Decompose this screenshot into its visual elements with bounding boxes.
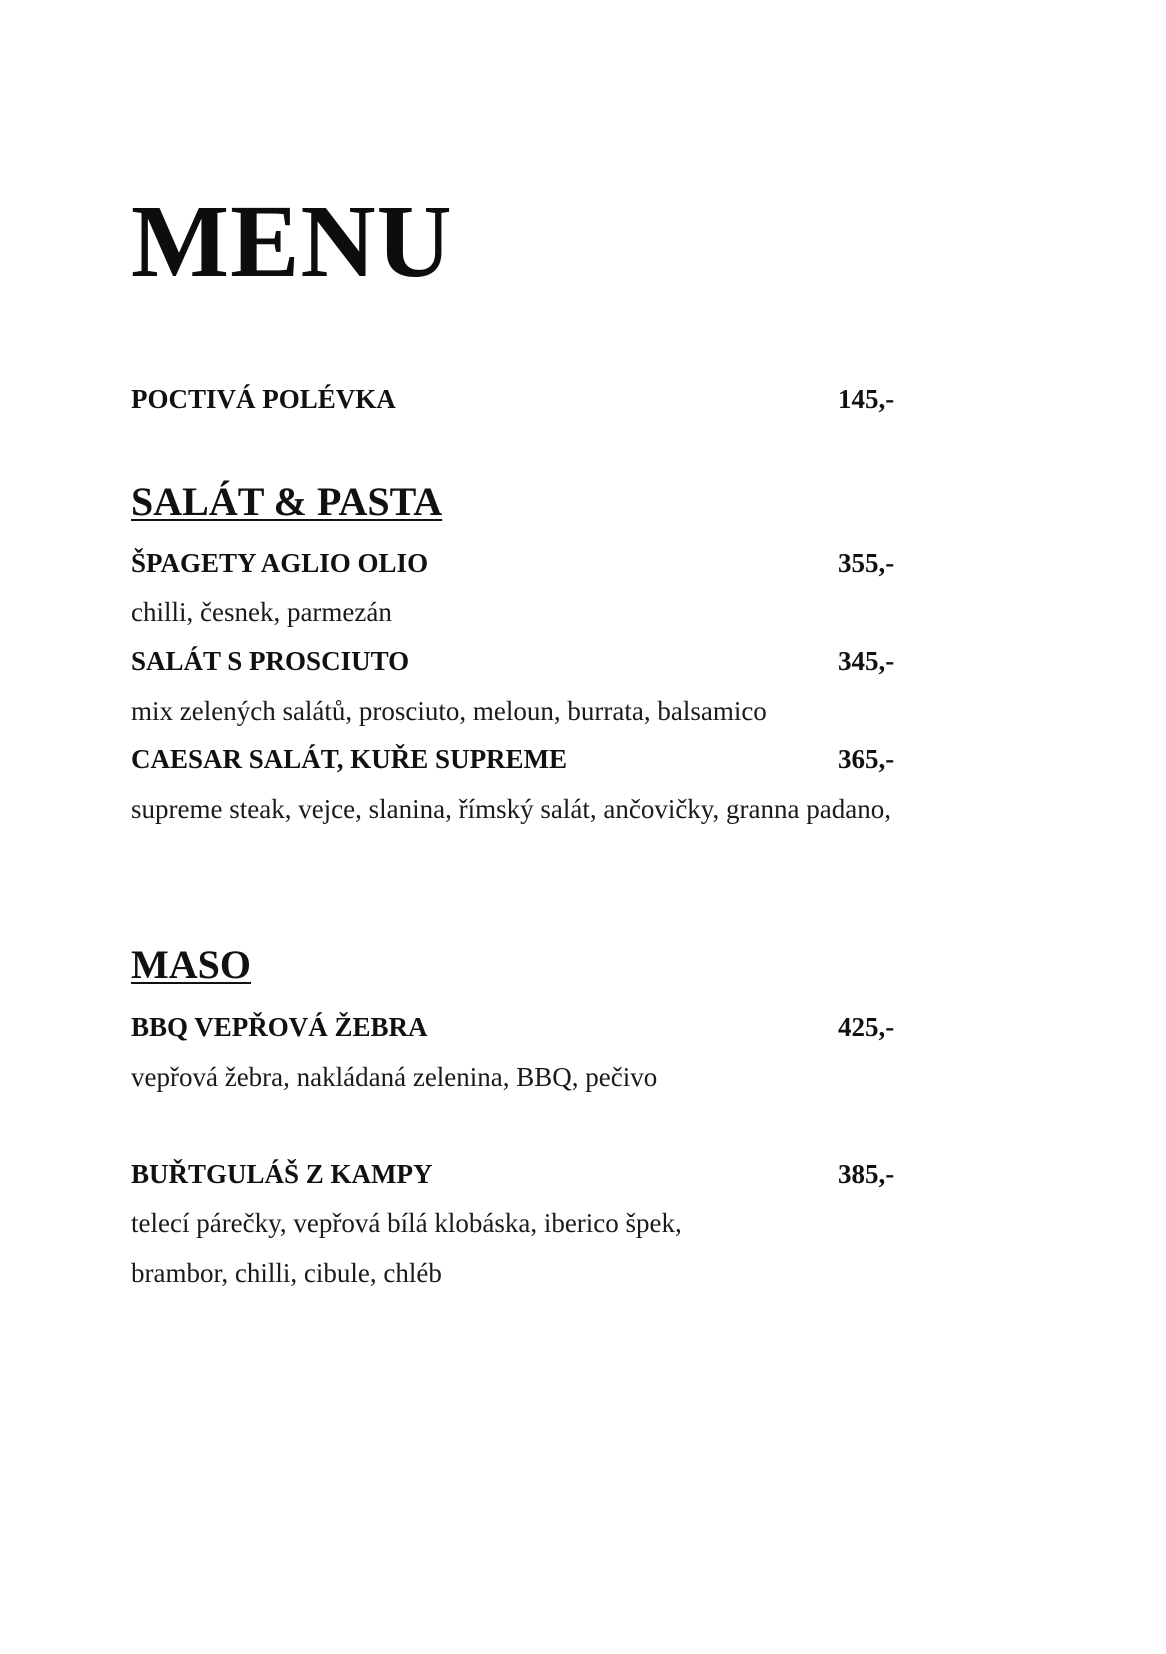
item-name: BUŘTGULÁŠ Z KAMPY xyxy=(131,1159,433,1189)
item-price: 355,- xyxy=(838,548,895,578)
item-name: CAESAR SALÁT, KUŘE SUPREME xyxy=(131,744,568,774)
item-name: BBQ VEPŘOVÁ ŽEBRA xyxy=(131,1012,428,1042)
section-heading-maso: MASO xyxy=(131,942,251,987)
item-price: 145,- xyxy=(838,384,895,414)
item-name: SALÁT S PROSCIUTO xyxy=(131,646,410,676)
item-price: 385,- xyxy=(838,1159,895,1189)
item-description: brambor, chilli, cibule, chléb xyxy=(131,1258,442,1288)
item-price: 425,- xyxy=(838,1012,895,1042)
item-price: 365,- xyxy=(838,744,895,774)
item-name: POCTIVÁ POLÉVKA xyxy=(131,384,396,414)
item-description: supreme steak, vejce, slanina, římský salát, ančovičky, granna padano, xyxy=(131,794,891,824)
item-description: telecí párečky, vepřová bílá klobáska, iberico špek, xyxy=(131,1208,682,1238)
item-name: ŠPAGETY AGLIO OLIO xyxy=(131,548,429,578)
item-description: chilli, česnek, parmezán xyxy=(131,597,392,627)
item-description: vepřová žebra, nakládaná zelenina, BBQ, pečivo xyxy=(131,1062,658,1092)
item-price: 345,- xyxy=(838,646,895,676)
menu-title: MENU xyxy=(131,184,453,299)
section-heading-salat-pasta: SALÁT & PASTA xyxy=(131,479,443,524)
item-description: mix zelených salátů, prosciuto, meloun, burrata, balsamico xyxy=(131,696,767,726)
